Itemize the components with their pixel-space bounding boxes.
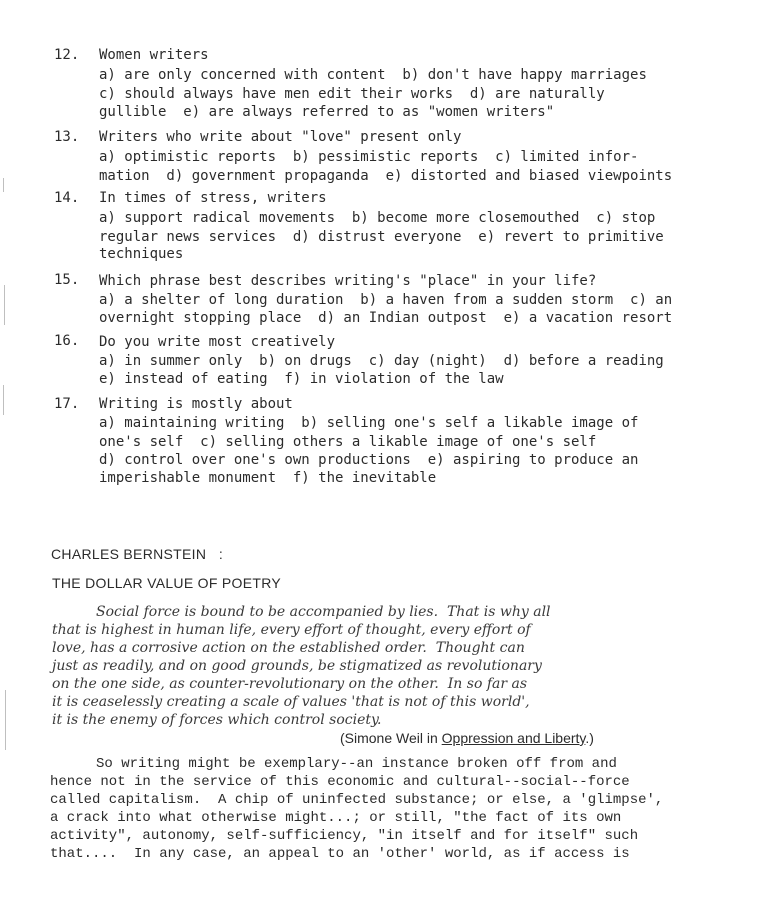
- epigraph-citation: [340, 730, 594, 746]
- epigraph-line: that is highest in human life, every effort of thought, every effort of: [52, 622, 531, 638]
- question-options-line: a) a shelter of long duration b) a haven from a sudden storm c) an: [99, 292, 673, 308]
- question-options-line: a) support radical movements b) become more closemouthed c) stop: [99, 210, 656, 226]
- question-number: 17.: [54, 396, 80, 412]
- author-name: CHARLES BERNSTEIN :: [51, 546, 224, 562]
- epigraph-line: love, has a corrosive action on the established order. Thought can: [52, 640, 525, 656]
- question-options-line: overnight stopping place d) an Indian outpost e) a vacation resort: [99, 310, 673, 326]
- question-options-line: d) control over one's own productions e) aspiring to produce an: [99, 452, 639, 468]
- question-options-line: techniques: [99, 246, 184, 262]
- question-options-line: regular news services d) distrust everyone e) revert to primitive: [99, 229, 664, 245]
- question-options-line: c) should always have men edit their works d) are naturally: [99, 86, 605, 102]
- question-prompt: Writing is mostly about: [99, 396, 293, 412]
- scan-mark: [5, 690, 6, 750]
- epigraph-line: on the one side, as counter-revolutionary on the other. In so far as: [52, 676, 528, 692]
- body-line: So writing might be exemplary--an instance broken off from and: [96, 756, 617, 772]
- question-options-line: a) are only concerned with content b) don't have happy marriages: [99, 67, 647, 83]
- question-number: 12.: [54, 47, 80, 63]
- epigraph-line: it is ceaselessly creating a scale of values 'that is not of this world',: [52, 694, 530, 710]
- question-options-line: a) in summer only b) on drugs c) day (night) d) before a reading: [99, 353, 664, 369]
- question-prompt: Do you write most creatively: [99, 334, 336, 350]
- body-line: called capitalism. A chip of uninfected substance; or else, a 'glimpse',: [50, 792, 664, 808]
- body-line: that.... In any case, an appeal to an 'other' world, as if access is: [50, 846, 630, 862]
- question-number: 16.: [54, 333, 80, 349]
- body-line: hence not in the service of this economic and cultural--social--force: [50, 774, 630, 790]
- epigraph-line: it is the enemy of forces which control society.: [52, 712, 382, 728]
- essay-title: THE DOLLAR VALUE OF POETRY: [52, 575, 282, 591]
- question-number: 15.: [54, 272, 80, 288]
- body-line: a crack into what otherwise might...; or still, "the fact of its own: [50, 810, 622, 826]
- question-options-line: one's self c) selling others a likable image of one's self: [99, 434, 597, 450]
- citation-suffix: .): [585, 730, 594, 746]
- question-prompt: In times of stress, writers: [99, 190, 327, 206]
- scan-mark: [3, 385, 4, 415]
- citation-book-title: Oppression and Liberty: [441, 730, 586, 746]
- body-line: activity", autonomy, self-sufficiency, "in itself and for itself" such: [50, 828, 639, 844]
- scan-mark: [4, 285, 5, 325]
- question-prompt: Writers who write about "love" present only: [99, 129, 462, 145]
- question-options-line: a) maintaining writing b) selling one's self a likable image of: [99, 415, 639, 431]
- question-options-line: imperishable monument f) the inevitable: [99, 470, 437, 486]
- question-number: 14.: [54, 190, 80, 206]
- epigraph-line: Social force is bound to be accompanied by lies. That is why all: [96, 604, 551, 620]
- question-options-line: e) instead of eating f) in violation of the law: [99, 371, 504, 387]
- question-options-line: a) optimistic reports b) pessimistic reports c) limited infor-: [99, 149, 639, 165]
- question-options-line: mation d) government propaganda e) distorted and biased viewpoints: [99, 168, 673, 184]
- question-prompt: Which phrase best describes writing's "place" in your life?: [99, 273, 597, 289]
- citation-prefix: (Simone Weil in: [340, 730, 442, 746]
- epigraph-line: just as readily, and on good grounds, be stigmatized as revolutionary: [52, 658, 542, 674]
- question-prompt: Women writers: [99, 47, 209, 63]
- scan-mark: [3, 178, 4, 192]
- question-options-line: gullible e) are always referred to as "women writers": [99, 104, 555, 120]
- question-number: 13.: [54, 129, 80, 145]
